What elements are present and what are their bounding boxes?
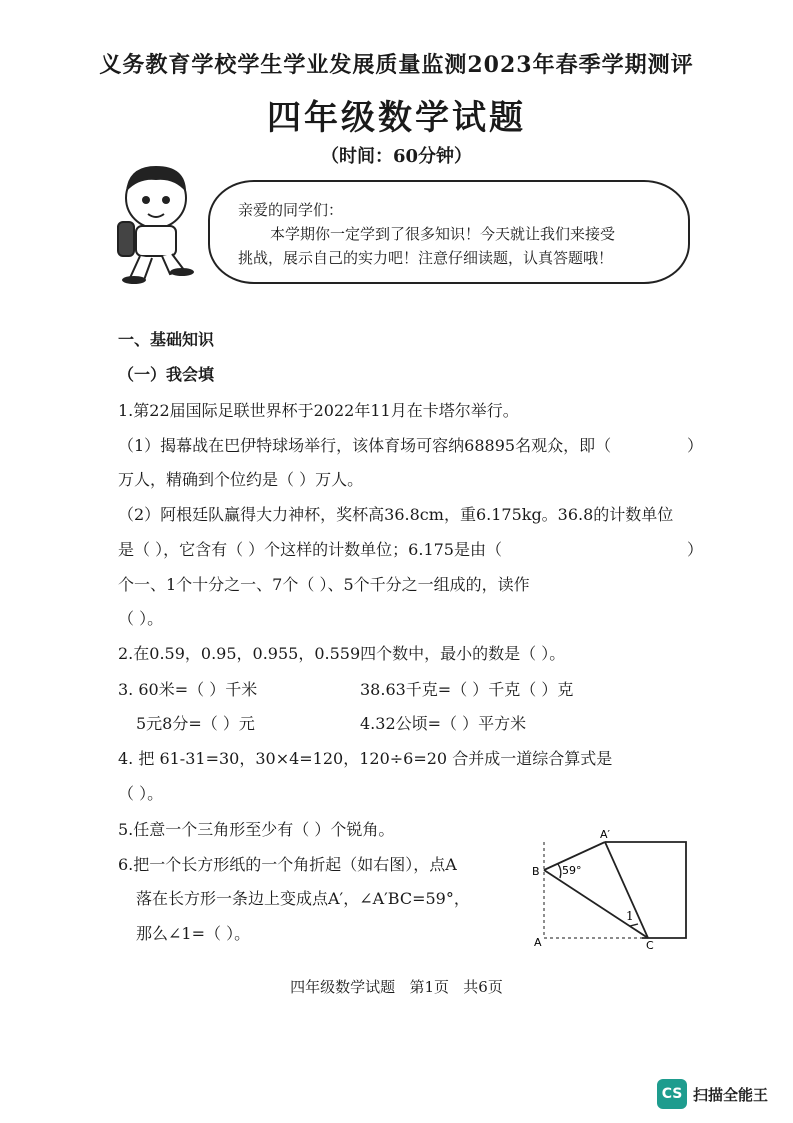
question-1-2-line-d: （ ）。 [118, 609, 164, 628]
scanner-app-name: 扫描全能王 [693, 1085, 769, 1104]
question-1-1-line-b: 万人，精确到个位约是（ ）万人。 [118, 470, 364, 489]
question-3-yuan: 5元8分=（ ）元 [136, 714, 255, 733]
student-mascot-illustration [108, 160, 203, 285]
figure-label-b: B [532, 865, 540, 878]
question-1-1-line-a [118, 433, 703, 456]
page-footer: 四年级数学试题 第1页 共6页 [290, 978, 503, 996]
question-1-1-text-a: （1）揭幕战在巴伊特球场举行，该体育场可容纳68895名观众，即（ [118, 436, 612, 455]
subsection-fill-in: （一）我会填 [118, 365, 215, 384]
question-5: 5.任意一个三角形至少有（ ）个锐角。 [118, 820, 395, 839]
question-4-line-b: （ ）。 [118, 784, 164, 803]
question-6-line-b: 落在长方形一条边上变成点A′，∠A′BC=59°， [136, 889, 470, 908]
exam-title: 四年级数学试题 [267, 98, 526, 138]
question-1-1-blank-end: ） [686, 436, 703, 455]
question-3-line-b [136, 711, 526, 734]
camscanner-logo-icon: CS [657, 1079, 687, 1109]
exam-time: （时间：60分钟） [320, 146, 473, 167]
question-2: 2.在0.59，0.95，0.955，0.559四个数中，最小的数是（ ）。 [118, 644, 566, 663]
scanner-watermark [657, 1079, 768, 1109]
question-3-line-a [118, 677, 573, 700]
question-1-2-line-a: （2）阿根廷队赢得大力神杯，奖杯高36.8cm，重6.175kg。36.8的计数单位 [118, 505, 674, 524]
question-1-2-line-c: 个一、1个十分之一、7个（ ）、5个千分之一组成的，读作 [118, 575, 530, 594]
question-1-2-text-b: 是（ ），它含有（ ）个这样的计数单位；6.175是由（ [118, 540, 502, 559]
question-3-meters: 3. 60米=（ ）千米 [118, 680, 258, 699]
greeting-salutation: 亲爱的同学们： [238, 201, 344, 219]
section-basic-knowledge: 一、基础知识 [118, 330, 215, 349]
question-6-line-c: 那么∠1=（ ）。 [136, 924, 251, 943]
question-1-2-blank-end: ） [686, 540, 703, 559]
question-1: 1.第22届国际足联世界杯于2022年11月在卡塔尔举行。 [118, 401, 519, 420]
question-6-line-a: 6.把一个长方形纸的一个角折起（如右图），点A [118, 855, 457, 874]
question-3-kilograms: 38.63千克=（ ）千克（ ）克 [360, 680, 574, 699]
figure-angle-59: 59° [562, 864, 582, 877]
question-3-hectares: 4.32公顷=（ ）平方米 [360, 714, 527, 733]
question-1-2-line-b [118, 537, 703, 560]
greeting-line-2: 挑战，展示自己的实力吧！注意仔细读题，认真答题哦！ [238, 249, 614, 267]
figure-label-a-prime: A′ [600, 828, 611, 841]
folded-rectangle-figure [530, 828, 700, 950]
figure-angle-1: 1 [626, 909, 634, 923]
figure-label-a: A [534, 936, 542, 949]
exam-organization: 义务教育学校学生学业发展质量监测2023年春季学期测评 [99, 52, 694, 78]
greeting-line-1: 本学期你一定学到了很多知识！今天就让我们来接受 [270, 225, 616, 243]
question-4-line-a: 4. 把 61-31=30，30×4=120，120÷6=20 合并成一道综合算式是 [118, 749, 613, 768]
figure-label-c: C [646, 939, 654, 950]
greeting-speech-bubble [208, 180, 690, 284]
